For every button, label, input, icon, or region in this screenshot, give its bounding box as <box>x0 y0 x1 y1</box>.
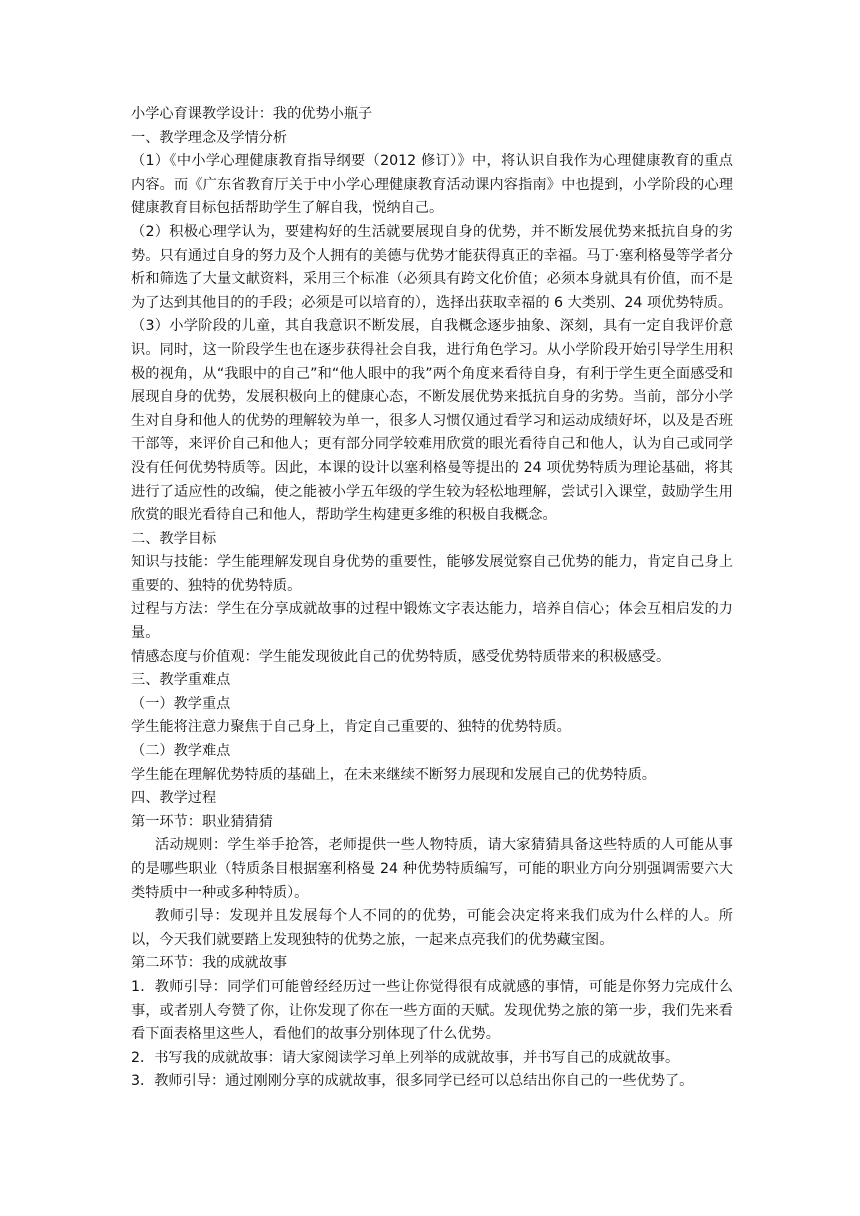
paragraph: （3）小学阶段的儿童，其自我意识不断发展，自我概念逐步抽象、深刻，具有一定自我评价意识。同时，这一阶段学生也在逐步获得社会自我，进行角色学习。从小学阶段开始引导学生用积极的视角，从“我眼中的自己”和“他人眼中的我”两个角度来看待自身，有利于学生更全面感受和展现自身的优势，发展积极向上的健康心态，不断发展优势来抵抗自身的劣势。当前，部分小学生对自身和他人的优势的理解较为单一，很多人习惯仅通过看学习和运动成绩好坏，以及是否班干部等，来评价自己和他人；更有部分同学较难用欣赏的眼光看待自己和他人，认为自己或同学没有任何优势特质等。因此，本课的设计以塞利格曼等提出的 24 项优势特质为理论基础，将其进行了适应性的改编，使之能被小学五年级的学生较为轻松地理解，尝试引入课堂，鼓励学生用欣赏的眼光看待自己和他人，帮助学生构建更多维的积极自我概念。 <box>131 318 733 524</box>
section-heading-4: 四、教学过程 <box>131 790 217 807</box>
section-heading-2: 二、教学目标 <box>131 530 217 547</box>
section-heading-1: 一、教学理念及学情分析 <box>131 129 288 146</box>
paragraph: （1）《中小学心理健康教育指导纲要（2012 修订）》中，将认识自我作为心理健康教育的重点内容。而《广东省教育厅关于中小学心理健康教育活动课内容指南》中也提到，小学阶段的心理健康教育目标包括帮助学生了解自我，悦纳自己。 <box>131 153 733 217</box>
document-body <box>131 103 733 1094</box>
section-heading-3: 三、教学重难点 <box>131 672 231 689</box>
paragraph: 知识与技能：学生能理解发现自身优势的重要性，能够发展觉察自己优势的能力，肯定自己身上重要的、独特的优势特质。 <box>131 554 733 594</box>
subsection-heading: （一）教学重点 <box>131 695 231 712</box>
step-heading: 第一环节：职业猜猜猜 <box>131 813 273 830</box>
numbered-item: 1．教师引导：同学们可能曾经经历过一些让你觉得很有成就感的事情，可能是你努力完成什么事，或者别人夸赞了你，让你发现了你在一些方面的天赋。发现优势之旅的第一步，我们先来看看下面表格里这些人，看他们的故事分别体现了什么优势。 <box>131 978 733 1043</box>
paragraph: 学生能将注意力聚焦于自己身上，肯定自己重要的、独特的优势特质。 <box>131 719 571 736</box>
paragraph: （2）积极心理学认为，要建构好的生活就要展现自身的优势，并不断发展优势来抵抗自身的劣势。只有通过自身的努力及个人拥有的美德与优势才能获得真正的幸福。马丁·塞利格曼等学者分析和筛选了大量文献资料，采用三个标准（必须具有跨文化价值；必须本身就具有价值，而不是为了达到其他目的的手段；必须是可以培育的），选择出获取幸福的 6 大类别、24 项优势特质。 <box>131 223 733 311</box>
numbered-item: 3．教师引导：通过刚刚分享的成就故事，很多同学已经可以总结出你自己的一些优势了。 <box>131 1073 694 1090</box>
paragraph: 过程与方法：学生在分享成就故事的过程中锻炼文字表达能力，培养自信心；体会互相启发的力量。 <box>131 601 733 642</box>
document-title: 小学心育课教学设计：我的优势小瓶子 <box>131 106 373 122</box>
step-heading: 第二环节：我的成就故事 <box>131 955 288 972</box>
paragraph: 情感态度与价值观：学生能发现彼此自己的优势特质，感受优势特质带来的积极感受。 <box>131 648 671 665</box>
paragraph: 活动规则：学生举手抢答，老师提供一些人物特质，请大家猜猜具备这些特质的人可能从事的是哪些职业（特质条目根据塞利格曼 24 种优势特质编写，可能的职业方向分别强调需要六大类特质中一种或多种特质）。 <box>131 837 733 901</box>
paragraph: 学生能在理解优势特质的基础上，在未来继续不断努力展现和发展自己的优势特质。 <box>131 766 656 783</box>
numbered-item: 2．书写我的成就故事：请大家阅读学习单上列举的成就故事，并书写自己的成就故事。 <box>131 1049 680 1066</box>
subsection-heading: （二）教学难点 <box>131 743 231 760</box>
paragraph: 教师引导：发现并且发展每个人不同的的优势，可能会决定将来我们成为什么样的人。所以，今天我们就要踏上发现独特的优势之旅，一起来点亮我们的优势藏宝图。 <box>131 908 733 948</box>
